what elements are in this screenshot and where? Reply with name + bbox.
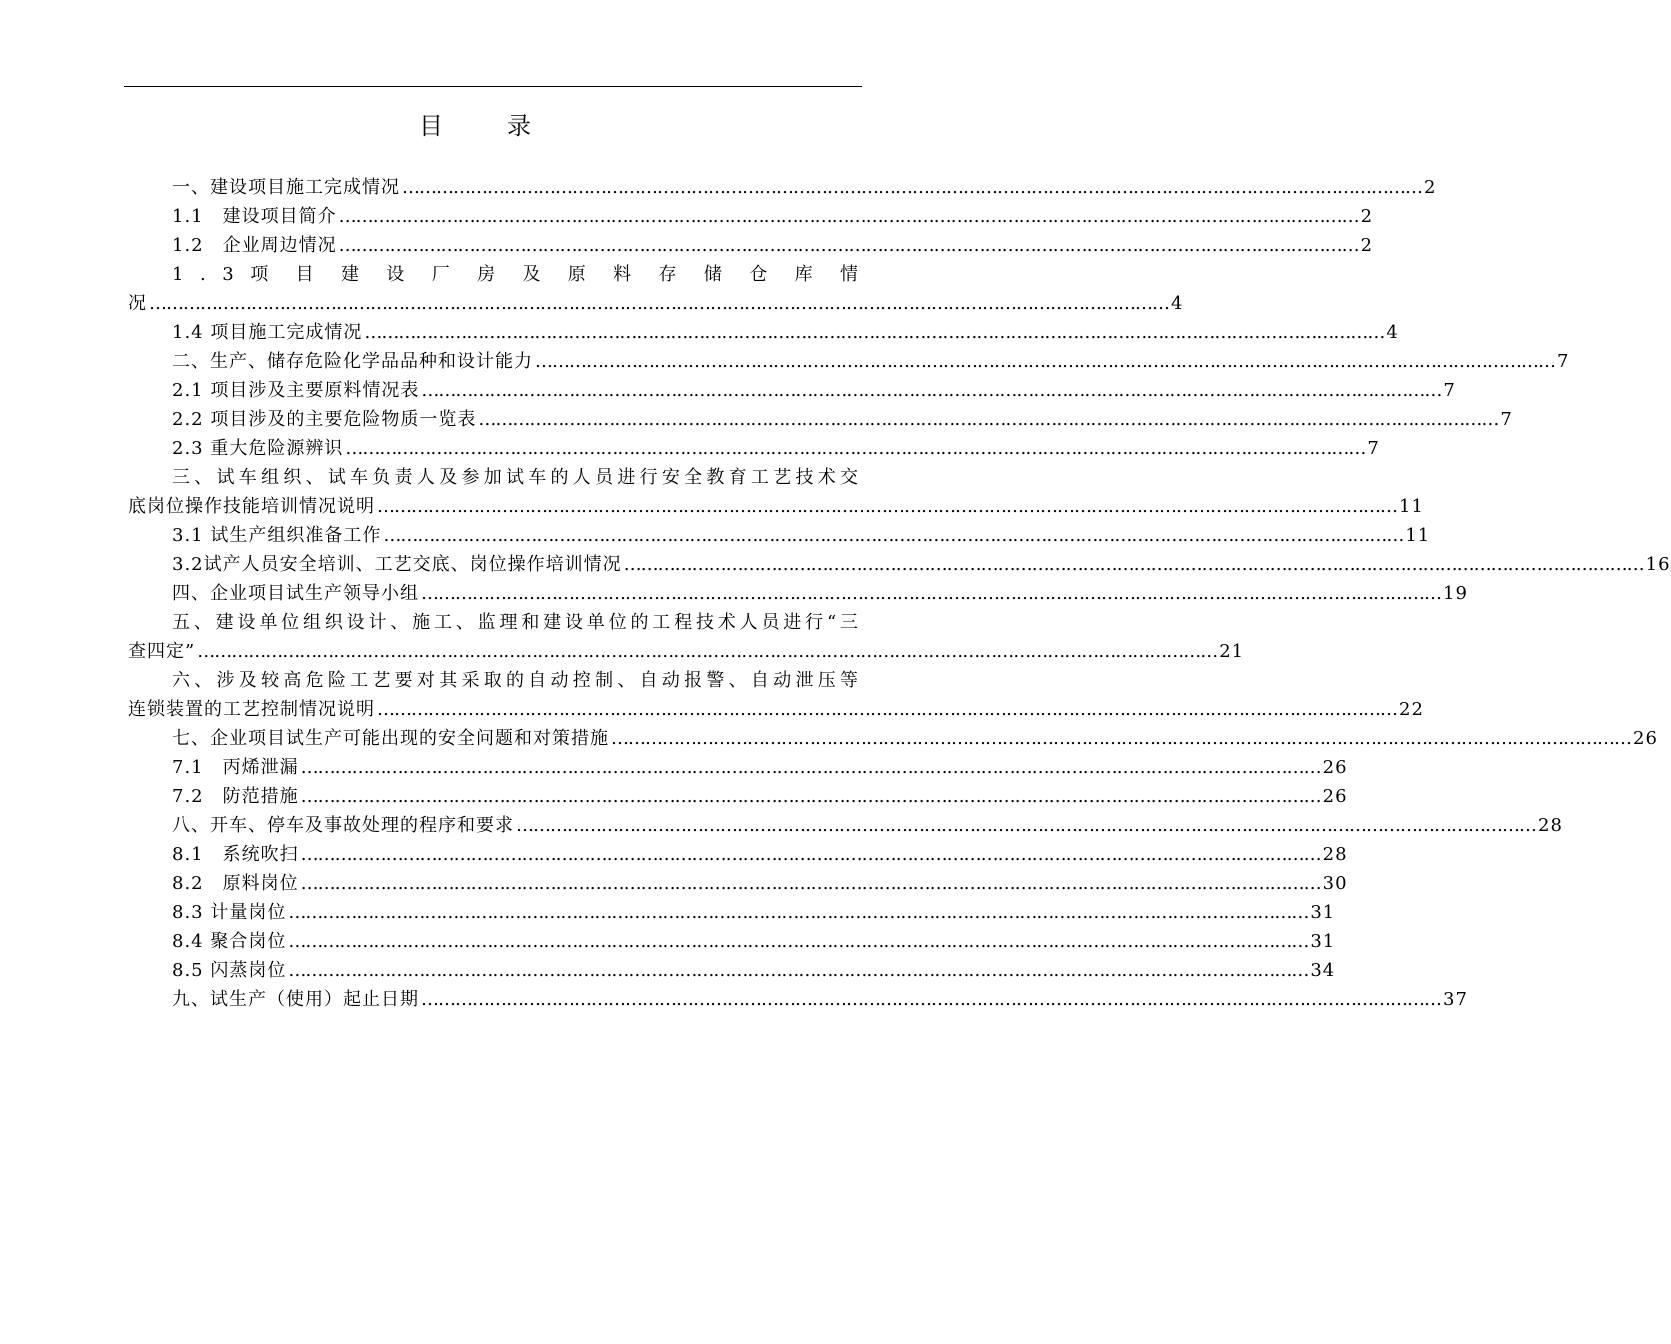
toc-dot-leader: ……………………………………………………………………………………………………………………………………………………………… — [345, 438, 1366, 459]
toc-entry-label: 7.2 防范措施 — [172, 786, 299, 807]
toc-entry-label: 况 — [128, 293, 147, 314]
toc-dot-leader: ……………………………………………………………………………………………………………………………………………………………… — [402, 177, 1422, 198]
toc-page-number: 31 — [1310, 902, 1336, 923]
header-rule — [124, 86, 862, 87]
toc-dot-leader: ……………………………………………………………………………………………………………………………………………………………… — [421, 380, 1442, 401]
toc-entry[interactable] — [128, 637, 1245, 666]
toc-entry-label: 2.3 重大危险源辨识 — [172, 438, 344, 459]
toc-dot-leader: ……………………………………………………………………………………………………………………………………………………………… — [300, 844, 1321, 865]
toc-page-number: 4 — [1171, 293, 1184, 314]
toc-entry[interactable] — [128, 695, 1424, 724]
toc-title: 目 录 — [419, 112, 551, 140]
toc-dot-leader: ……………………………………………………………………………………………………………………………………………………………… — [288, 960, 1309, 981]
toc-entry[interactable] — [128, 347, 1570, 376]
toc-entry-line: 三、试车组织、试车负责人及参加试车的人员进行安全教育工艺技术交 — [172, 467, 858, 488]
toc-entry-label: 3.1 试生产组织准备工作 — [172, 525, 382, 546]
toc-entry[interactable] — [128, 550, 1671, 579]
toc-entry[interactable] — [128, 898, 1336, 927]
toc-entry-line: 五、建设单位组织设计、施工、监理和建设单位的工程技术人员进行“三 — [172, 612, 858, 633]
toc-entry[interactable] — [128, 173, 1437, 202]
toc-page-number: 26 — [1322, 786, 1348, 807]
toc-page-number: 34 — [1310, 960, 1336, 981]
toc-entry-label: 8.2 原料岗位 — [172, 873, 299, 894]
toc-dot-leader: ……………………………………………………………………………………………………………………………………………………………… — [377, 699, 1397, 720]
toc-dot-leader: ……………………………………………………………………………………………………………………………………………………………… — [421, 989, 1441, 1010]
toc-page-number: 37 — [1443, 989, 1468, 1010]
toc-dot-leader: ……………………………………………………………………………………………………………………………………………………………… — [300, 786, 1321, 807]
toc-page-number: 7 — [1557, 351, 1570, 372]
toc-dot-leader: ……………………………………………………………………………………………………………………………………………………………… — [421, 583, 1441, 604]
toc-dot-leader: ……………………………………………………………………………………………………………………………………………………………… — [611, 728, 1631, 749]
toc-entry[interactable] — [128, 840, 1348, 869]
toc-entry-label: 连锁装置的工艺控制情况说明 — [128, 699, 375, 720]
toc-page-number: 7 — [1443, 380, 1456, 401]
toc-page-number: 30 — [1322, 873, 1348, 894]
toc-dot-leader: ……………………………………………………………………………………………………………………………………………………………… — [338, 235, 1359, 256]
toc-dot-leader: ……………………………………………………………………………………………………………………………………………………………… — [383, 525, 1404, 546]
toc-page-number: 7 — [1500, 409, 1513, 430]
toc-entry-label: 底岗位操作技能培训情况说明 — [128, 496, 375, 517]
toc-page-number: 19 — [1443, 583, 1468, 604]
toc-entry[interactable] — [128, 492, 1424, 521]
toc-page-number: 26 — [1633, 728, 1658, 749]
toc-entry-label: 查四定” — [128, 641, 196, 662]
toc-entry[interactable] — [128, 869, 1348, 898]
toc-dot-leader: ……………………………………………………………………………………………………………………………………………………………… — [300, 873, 1321, 894]
toc-page-number: 2 — [1424, 177, 1437, 198]
toc-entry[interactable] — [128, 318, 1399, 347]
toc-entry-label: 九、试生产（使用）起止日期 — [172, 989, 419, 1010]
toc-page-number: 28 — [1538, 815, 1563, 836]
toc-entry-label: 7.1 丙烯泄漏 — [172, 757, 299, 778]
toc-entry-label: 七、企业项目试生产可能出现的安全问题和对策措施 — [172, 728, 609, 749]
toc-page-number: 31 — [1310, 931, 1336, 952]
toc-page-number: 16 — [1645, 554, 1671, 575]
toc-dot-leader: ……………………………………………………………………………………………………………………………………………………………… — [535, 351, 1555, 372]
toc-entry-line: 1 . 3 项 目 建 设 厂 房 及 原 料 存 储 仓 库 情 — [172, 264, 858, 285]
toc-entry-line: 六、涉及较高危险工艺要对其采取的自动控制、自动报警、自动泄压等 — [172, 670, 858, 691]
toc-entry[interactable] — [128, 956, 1336, 985]
toc-entry[interactable] — [128, 521, 1431, 550]
toc-dot-leader: ……………………………………………………………………………………………………………………………………………………………… — [197, 641, 1218, 662]
toc-page-number: 28 — [1322, 844, 1348, 865]
toc-entry-label: 8.1 系统吹扫 — [172, 844, 299, 865]
toc-entry[interactable] — [128, 231, 1374, 260]
toc-dot-leader: ……………………………………………………………………………………………………………………………………………………………… — [516, 815, 1536, 836]
toc-entry-label: 8.5 闪蒸岗位 — [172, 960, 287, 981]
toc-entry-label: 二、生产、储存危险化学品品种和设计能力 — [172, 351, 533, 372]
toc-entry-label: 1.1 建设项目简介 — [172, 206, 337, 227]
toc-page-number: 7 — [1367, 438, 1380, 459]
toc-entry-label: 3.2试产人员安全培训、工艺交底、岗位操作培训情况 — [172, 554, 622, 575]
toc-dot-leader: ……………………………………………………………………………………………………………………………………………………………… — [300, 757, 1321, 778]
toc-dot-leader: ……………………………………………………………………………………………………………………………………………………………… — [364, 322, 1385, 343]
toc-dot-leader: ……………………………………………………………………………………………………………………………………………………………… — [288, 931, 1309, 952]
toc-entry-label: 四、企业项目试生产领导小组 — [172, 583, 419, 604]
toc-dot-leader: ……………………………………………………………………………………………………………………………………………………………… — [623, 554, 1644, 575]
toc-page-number: 11 — [1399, 496, 1424, 517]
toc-entry-label: 8.4 聚合岗位 — [172, 931, 287, 952]
toc-entry[interactable] — [128, 289, 1184, 318]
toc-entry[interactable] — [128, 927, 1336, 956]
toc-dot-leader: ……………………………………………………………………………………………………………………………………………………………… — [377, 496, 1397, 517]
toc-entry-label: 1.2 企业周边情况 — [172, 235, 337, 256]
toc-entry[interactable] — [128, 985, 1468, 1014]
toc-page-number: 2 — [1360, 206, 1374, 227]
toc-entry[interactable] — [128, 434, 1380, 463]
table-of-contents — [128, 173, 1671, 1014]
toc-dot-leader: ……………………………………………………………………………………………………………………………………………………………… — [149, 293, 1169, 314]
toc-entry[interactable] — [128, 376, 1456, 405]
toc-entry[interactable] — [128, 753, 1348, 782]
toc-entry[interactable] — [128, 811, 1563, 840]
toc-entry[interactable] — [128, 782, 1348, 811]
toc-page-number: 22 — [1399, 699, 1424, 720]
toc-page-number: 11 — [1405, 525, 1431, 546]
toc-entry[interactable] — [128, 202, 1374, 231]
toc-entry-label: 八、开车、停车及事故处理的程序和要求 — [172, 815, 514, 836]
toc-entry-label: 一、建设项目施工完成情况 — [172, 177, 400, 198]
toc-dot-leader: ……………………………………………………………………………………………………………………………………………………………… — [338, 206, 1359, 227]
toc-page-number: 4 — [1386, 322, 1399, 343]
toc-entry-label: 1.4 项目施工完成情况 — [172, 322, 363, 343]
toc-entry[interactable] — [128, 405, 1513, 434]
toc-page-number: 21 — [1219, 641, 1245, 662]
toc-page-number: 26 — [1322, 757, 1348, 778]
toc-entry[interactable] — [128, 579, 1468, 608]
toc-dot-leader: ……………………………………………………………………………………………………………………………………………………………… — [478, 409, 1499, 430]
toc-entry-label: 8.3 计量岗位 — [172, 902, 287, 923]
toc-page-number: 2 — [1360, 235, 1374, 256]
toc-entry-label: 2.1 项目涉及主要原料情况表 — [172, 380, 420, 401]
toc-dot-leader: ……………………………………………………………………………………………………………………………………………………………… — [288, 902, 1309, 923]
toc-entry[interactable] — [128, 724, 1658, 753]
toc-entry-label: 2.2 项目涉及的主要危险物质一览表 — [172, 409, 477, 430]
